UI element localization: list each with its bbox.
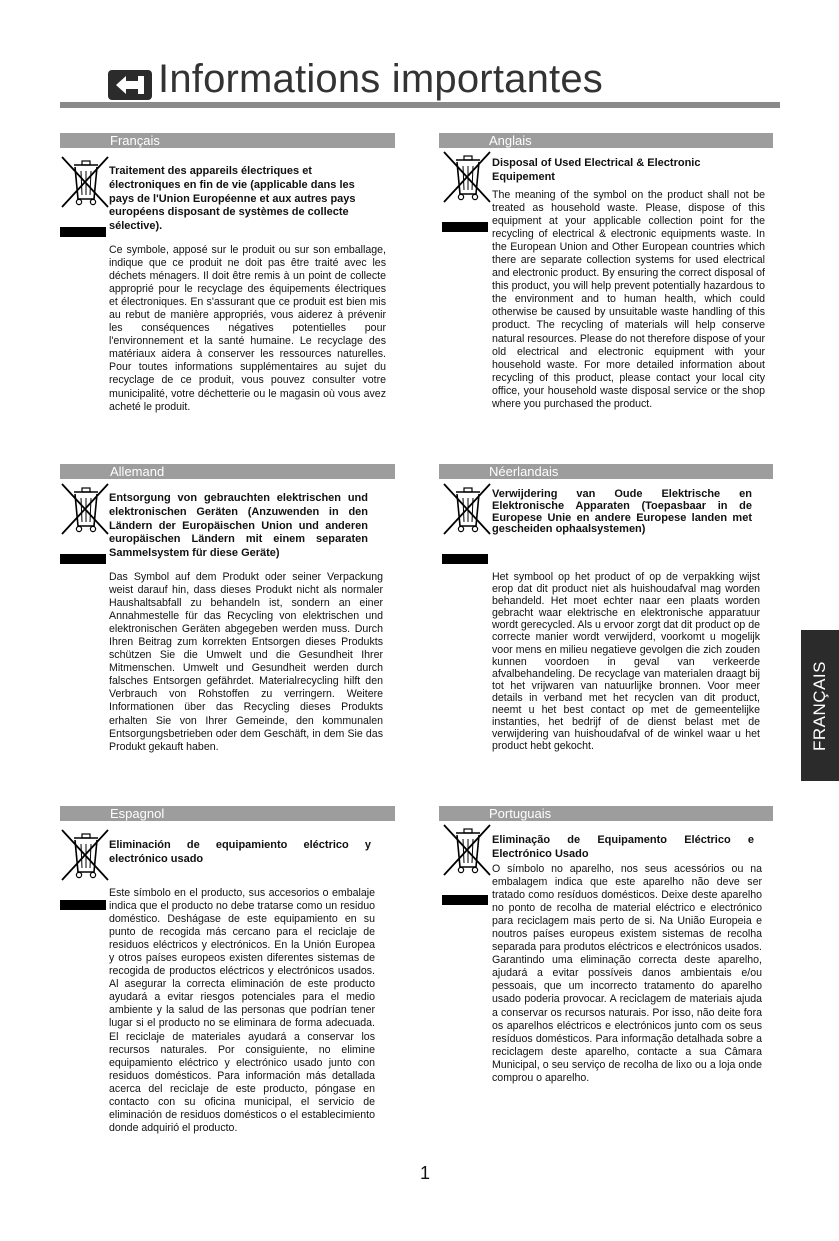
section-heading-spanish: Eliminación de equipamiento eléctrico y electrónico usado	[109, 839, 371, 865]
section-body-portuguese: O símbolo no aparelho, nos seus acessórios ou na embalagem indica que este aparelho não deve ser tratado como resíduos domésticos. Deixe deste aparelho no ponto de recolha de material eléctrico e electrónico para reciclagem mais perto de si. Na União Europeia e noutros países europeus existem sistemas de recolha separada para produtos eléctricos e electrónicos usados. Garantindo uma eliminação correcta deste aparelho, ajudará a evitar possíveis danos ambientais e/ou pessoais, que um incorrecto tratamento do aparelho usado poderia provocar. A reciclagem de materiais ajuda a conservar os recursos naturais. Por isso, não deite fora os aparelhos eléctricos e electrónicos junto com os seus resíduos domésticos. Para informação detalhada sobre a reciclagem deste aparelho, contacte a sua Câmara Municipal, o seu serviço de recolha de lixo ou a loja onde comprou o aparelho.	[492, 863, 762, 1084]
header-rule	[60, 102, 780, 108]
weee-bin-icon	[442, 150, 492, 236]
section-body-german: Das Symbol auf dem Produkt oder seiner Verpackung weist darauf hin, dass dieses Produkt nicht als normaler Haushaltsabfall zu behandeln ist, sondern an einer Annahmestelle für das Recycling von elektrischen und elektronischen Geräten abgegeben werden muss. Durch Ihren Beitrag zum korrekten Entsorgen dieses Produkts schützen Sie die Umwelt und die Gesundheit Ihrer Mitmenschen. Umwelt und Gesundheit werden durch falsches Entsorgen gefährdet. Materialrecycling hilft den Verbrauch von Rohstoffen zu verringern. Weitere Informationen über das Recycling dieses Produkts erhalten Sie von Ihrer Gemeinde, den kommunalen Entsorgungsbetrieben oder dem Geschäft, in dem Sie das Produkt gekauft haben.	[109, 571, 383, 753]
section-heading-portuguese: Eliminação de Equipamento Eléctrico e Electrónico Usado	[492, 834, 754, 860]
weee-bin-icon	[442, 482, 492, 568]
section-bar-dutch: Néerlandais	[439, 464, 773, 479]
section-arrow-icon	[108, 70, 152, 100]
section-bar-english: Anglais	[439, 133, 773, 148]
section-body-spanish: Este símbolo en el producto, sus accesorios o embalaje indica que el producto no debe tratarse como un residuo doméstico. Deshágase de este equipamiento en su punto de recogida más cercano para el reciclaje de residuos eléctricos y electrónicos. En la Unión Europea y otros países europeos existen diferentes sistemas de recogida de productos eléctricos y electrónicos usados. Al asegurar la correcta eliminación de este producto ayudará a evitar riesgos potenciales para el medio ambiente y la salud de las personas que podrían tener lugar si el producto no se eliminara de forma adecuada. El reciclaje de materiales ayudará a conservar los recursos naturales. Por consiguiente, no elimine equipamiento eléctrico y electrónico usado junto con residuos domésticos. Para información más detallada acerca del reciclaje de este producto, póngase en contacto con su oficina municipal, el servicio de eliminación de residuos domésticos o el establecimiento donde adquirió el producto.	[109, 887, 375, 1134]
weee-bin-icon	[442, 823, 492, 909]
language-side-tab	[801, 630, 839, 781]
section-heading-english: Disposal of Used Electrical & Electronic Equipement	[492, 157, 701, 183]
section-bar-portuguese: Portuguais	[439, 806, 773, 821]
section-heading-dutch: Verwijdering van Oude Elektrische en Elektronische Apparaten (Toepasbaar in de Europese Unie en andere Europese landen met gescheiden ophaalsystemen)	[492, 488, 752, 536]
page-title: Informations importantes	[158, 57, 603, 101]
section-heading-german: Entsorgung von gebrauchten elektrischen und elektronischen Geräten (Anzuwenden in den Ländern der Europäischen Union und anderen europäischen Ländern mit einem separaten Sammelsystem für diese Geräte)	[109, 492, 368, 560]
section-body-french: Ce symbole, apposé sur le produit ou sur son emballage, indique que ce produit ne doit pas être traité avec les déchets ménagers. Il doit être remis à un point de collecte approprié pour le recyclage des équipements électriques et électroniques. En s'assurant que ce produit est bien mis au rebut de manière appropriés, vous aiderez à prévenir les conséquences négatives potentielles pour l'environnement et la santé humaine. Le recyclage des matériaux aidera à conserver les ressources naturelles. Pour toutes informations supplémentaires au sujet du recyclage de ce produit, vous pouvez consulter votre municipalité, votre déchetterie ou le magasin où vous avez acheté le produit.	[109, 244, 386, 413]
page-number: 1	[420, 1163, 431, 1183]
section-bar-french: Français	[60, 133, 395, 148]
section-body-english: The meaning of the symbol on the product shall not be treated as household waste. Please, dispose of this equipment at your applicable collection point for the recycling of electrical & electronic equipments waste. In the European Union and Other European countries which there are separate collection systems for used electrical and electronic product. By ensuring the correct disposal of this product, you will help prevent potentially hazardous to the environment and to human health, which could otherwise be caused by unsuitable waste handling of this product. The recycling of materials will help conserve natural resources. Please do not therefore dispose of your old electrical and electronic equipment with your household waste. For more detailed information about recycling of this product, please contact your local city office, your household waste disposal service or the shop where you purchased the product.	[492, 189, 765, 410]
weee-bin-icon	[60, 828, 110, 914]
weee-bin-icon	[60, 482, 110, 568]
section-bar-german: Allemand	[60, 464, 395, 479]
section-body-dutch: Het symbool op het product of op de verpakking wijst erop dat dit product niet als huishoudafval mag worden behandeld. Het moet echter naar een plaats worden gebracht waar elektrische en elektronische apparatuur wordt gerecycled. Als u ervoor zorgt dat dit product op de correcte manier wordt verwijderd, voorkomt u mogelijk voor mens en milieu negatieve gevolgen die zich zouden kunnen voordoen in geval van verkeerde afvalbehandeling. De recyclage van materialen draagt bij tot het vrijwaren van natuurlijke bronnen. Voor meer details in verband met het recyclen van dit product, neemt u het best contact op met de gemeentelijke instanties, het bedrijf of de dienst belast met de verwijdering van huishoudafval of de winkel waar u het product hebt gekocht.	[492, 571, 760, 753]
language-side-tab-label: FRANÇAIS	[810, 660, 829, 751]
section-bar-spanish: Espagnol	[60, 806, 395, 821]
section-heading-french: Traitement des appareils électriques et électroniques en fin de vie (applicable dans les pays de l'Union Européenne et aux autres pays européens disposant de systèmes de collecte sélective).	[109, 165, 356, 233]
weee-bin-icon	[60, 155, 110, 241]
